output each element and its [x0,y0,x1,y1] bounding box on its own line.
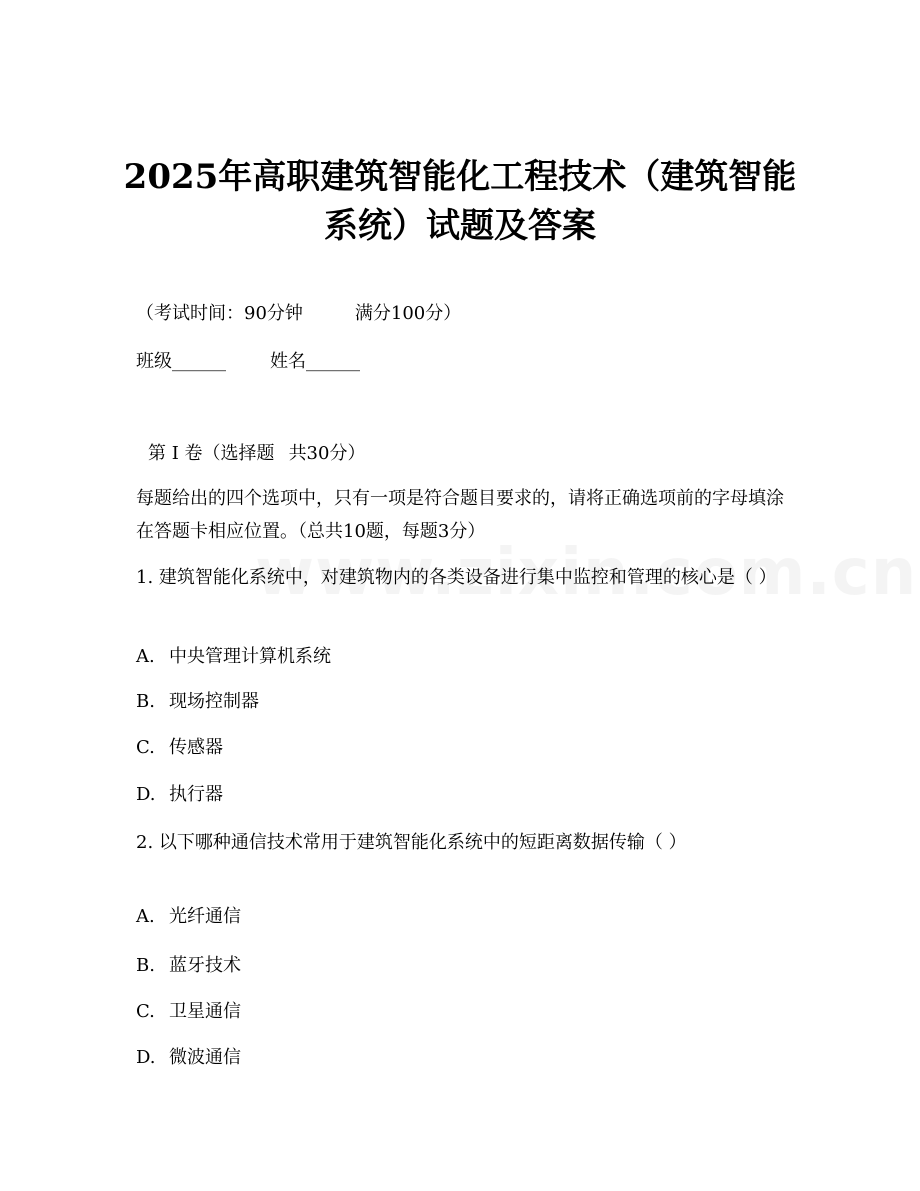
question-1-option-d[interactable] [136,784,223,806]
question-2-option-d[interactable] [136,1047,241,1069]
option-letter: D. [136,784,156,805]
option-letter: D. [136,1047,156,1068]
exam-meta [136,303,461,325]
page-title-line-2: 系统）试题及答案 [324,206,596,246]
option-letter: A. [136,906,155,927]
option-text: 中央管理计算机系统 [169,646,331,667]
option-letter: C. [136,1001,155,1022]
page-title-line-1: 2025年高职建筑智能化工程技术（建筑智能 [123,157,797,197]
question-2-stem: 2. 以下哪种通信技术常用于建筑智能化系统中的短距离数据传输（ ） [136,832,687,853]
full-score: 满分100分） [354,303,462,324]
section-heading [148,443,365,465]
class-field: 班级______ [136,351,226,372]
question-1-stem: 1. 建筑智能化系统中，对建筑物内的各类设备进行集中监控和管理的核心是（ ） [136,567,777,588]
option-text: 传感器 [169,737,223,758]
option-text: 现场控制器 [169,691,259,712]
option-text: 卫星通信 [169,1001,241,1022]
option-text: 执行器 [169,784,223,805]
option-text: 光纤通信 [169,906,241,927]
instructions: 每题给出的四个选项中，只有一项是符合题目要求的，请将正确选项前的字母填涂在答题卡相应位置。（总共10题，每题3分） [136,488,784,542]
exam-time: （考试时间：90分钟 [136,303,303,324]
question-2-option-c[interactable] [136,1001,241,1023]
option-letter: B. [136,955,155,976]
option-text: 微波通信 [169,1047,241,1068]
option-letter: A. [136,646,155,667]
question-1-option-a[interactable] [136,646,331,668]
question-1-option-b[interactable] [136,691,259,713]
option-letter: C. [136,737,155,758]
section-heading-part-a: 第 I 卷（选择题 [148,443,275,464]
option-letter: B. [136,691,155,712]
question-2-option-b[interactable] [136,955,241,977]
section-heading-part-b: 共30分） [288,443,366,464]
option-text: 蓝牙技术 [169,955,241,976]
name-field: 姓名______ [270,351,360,372]
student-info [136,351,360,373]
question-2-option-a[interactable] [136,906,241,928]
question-1-option-c[interactable] [136,737,223,759]
